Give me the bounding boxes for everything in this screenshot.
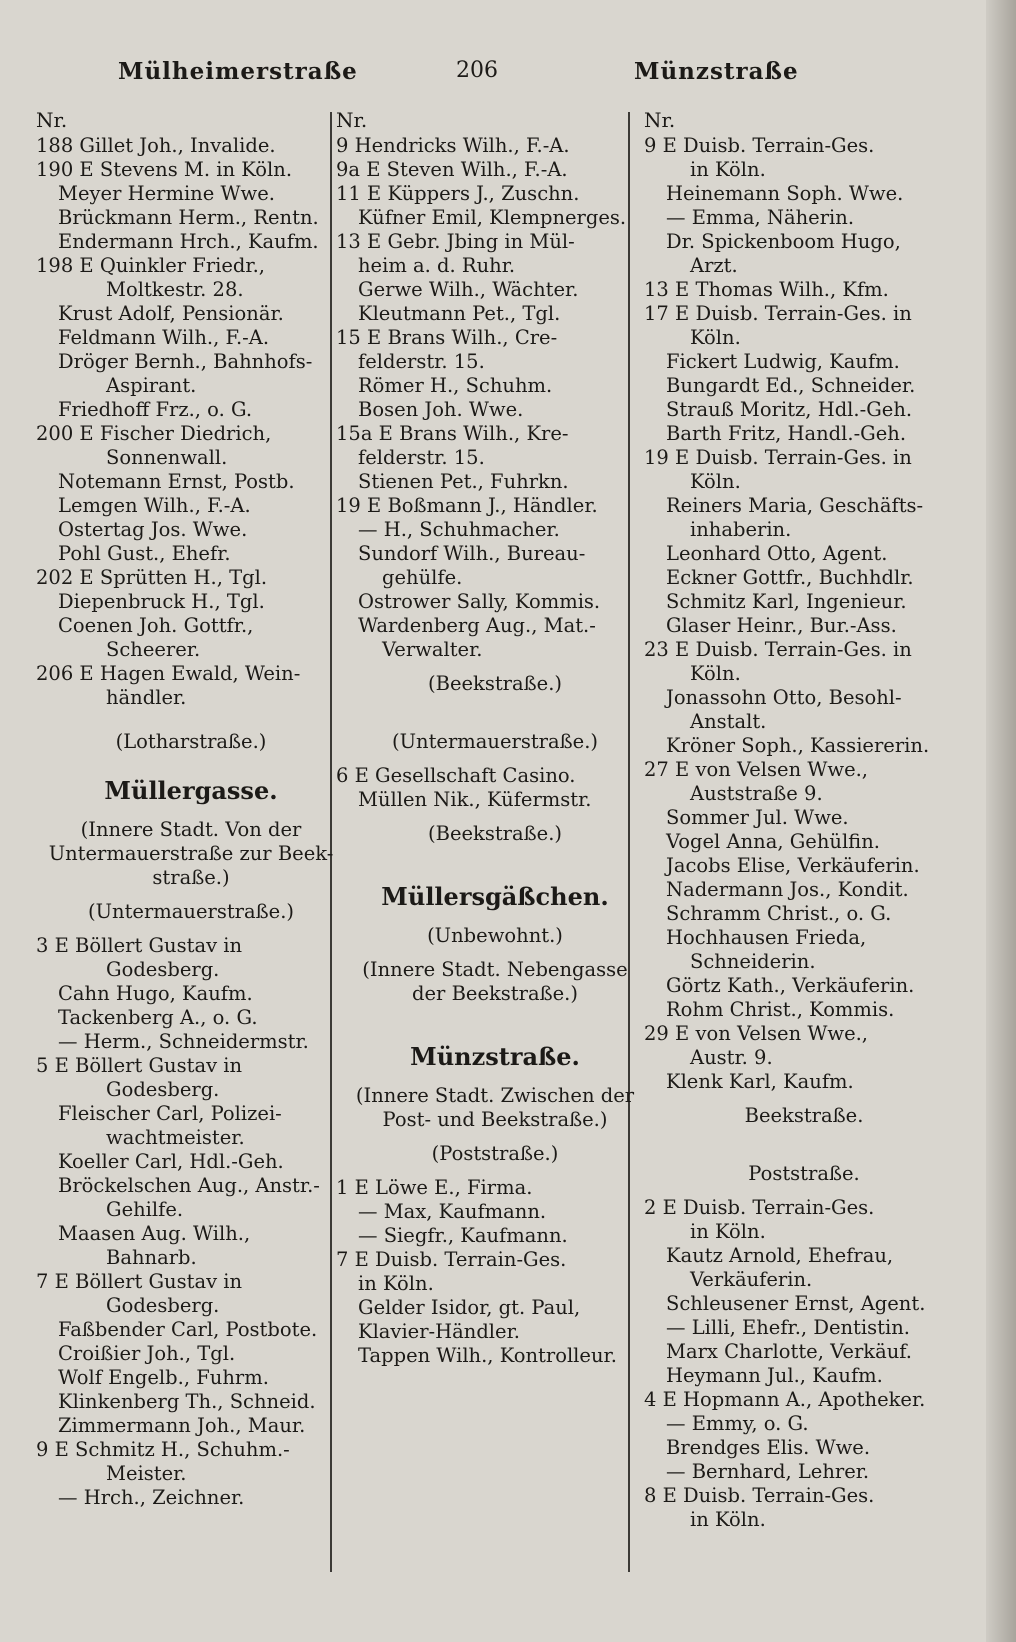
directory-entry: Kleutmann Pet., Tgl.	[358, 302, 561, 325]
directory-entry: Küfner Emil, Klempnerges.	[358, 206, 627, 229]
directory-entry: Klinkenberg Th., Schneid.	[58, 1390, 316, 1413]
spacer	[644, 1128, 964, 1162]
directory-entry: 7 E Böllert Gustav in	[36, 1270, 243, 1293]
directory-entry: händler.	[106, 686, 187, 709]
directory-entry: Schmitz Karl, Ingenieur.	[666, 590, 907, 613]
directory-entry: Zimmermann Joh., Maur.	[58, 1414, 306, 1437]
directory-entry: 2 E Duisb. Terrain-Ges.	[644, 1196, 875, 1219]
directory-entry: Glaser Heinr., Bur.-Ass.	[666, 614, 897, 637]
street-heading: Müllergasse.	[104, 776, 278, 805]
directory-entry: wachtmeister.	[106, 1126, 245, 1149]
directory-entry: Wardenberg Aug., Mat.-	[358, 614, 596, 637]
directory-entry: Brendges Elis. Wwe.	[666, 1436, 871, 1459]
directory-entry: 19 E Duisb. Terrain-Ges. in	[644, 446, 912, 469]
directory-entry: Eckner Gottfr., Buchhdlr.	[666, 566, 914, 589]
directory-entry: 9 E Schmitz H., Schuhm.-	[36, 1438, 290, 1461]
directory-entry: Köln.	[690, 662, 741, 685]
directory-entry: Gehilfe.	[106, 1198, 184, 1221]
header-left-street: Mülheimerstraße	[118, 58, 358, 85]
number-column-label: Nr.	[36, 108, 68, 132]
directory-entry: Koeller Carl, Hdl.-Geh.	[58, 1150, 284, 1173]
directory-entry: Bröckelschen Aug., Anstr.-	[58, 1174, 320, 1197]
directory-entry: Friedhoff Frz., o. G.	[58, 398, 253, 421]
directory-entry: Krust Adolf, Pensionär.	[58, 302, 284, 325]
directory-entry: 9a E Steven Wilh., F.-A.	[336, 158, 568, 181]
directory-entry: Pohl Gust., Ehefr.	[58, 542, 231, 565]
directory-entry: Schleusener Ernst, Agent.	[666, 1292, 926, 1315]
directory-entry: Notemann Ernst, Postb.	[58, 470, 295, 493]
cross-street-note: (Beekstraße.)	[428, 822, 562, 845]
street-heading: Müllersgäßchen.	[381, 882, 609, 911]
directory-entry: — Siegfr., Kaufmann.	[358, 1224, 568, 1247]
cross-street-note: Beekstraße.	[744, 1104, 864, 1127]
header-right-street: Münzstraße	[634, 58, 799, 85]
column-2	[336, 108, 654, 1368]
directory-entry: Kröner Soph., Kassiererin.	[666, 734, 930, 757]
directory-entry: Croißier Joh., Tgl.	[58, 1342, 236, 1365]
directory-entry: Vogel Anna, Gehülfin.	[666, 830, 880, 853]
directory-entry: Römer H., Schuhm.	[358, 374, 553, 397]
directory-entry: 202 E Sprütten H., Tgl.	[36, 566, 268, 589]
directory-entry: Diepenbruck H., Tgl.	[58, 590, 265, 613]
directory-entry: Meyer Hermine Wwe.	[58, 182, 275, 205]
cross-street-note: (Innere Stadt. Von der	[80, 818, 302, 841]
directory-entry: Schramm Christ., o. G.	[666, 902, 892, 925]
directory-entry: Maasen Aug. Wilh.,	[58, 1222, 251, 1245]
directory-entry: in Köln.	[358, 1272, 434, 1295]
number-column-label: Nr.	[336, 108, 368, 132]
directory-entry: — Emma, Näherin.	[666, 206, 855, 229]
page-header	[0, 58, 1016, 98]
directory-entry: 7 E Duisb. Terrain-Ges.	[336, 1248, 567, 1271]
spacer	[336, 662, 654, 672]
spacer	[336, 696, 654, 730]
directory-entry: Hochhausen Frieda,	[666, 926, 867, 949]
directory-entry: 23 E Duisb. Terrain-Ges. in	[644, 638, 912, 661]
directory-entry: Bosen Joh. Wwe.	[358, 398, 524, 421]
directory-entry: Arzt.	[690, 254, 738, 277]
directory-entry: Barth Fritz, Handl.-Geh.	[666, 422, 907, 445]
directory-entry: Gelder Isidor, gt. Paul,	[358, 1296, 581, 1319]
directory-entry: Coenen Joh. Gottfr.,	[58, 614, 254, 637]
directory-entry: 29 E von Velsen Wwe.,	[644, 1022, 869, 1045]
spacer	[336, 914, 654, 924]
cross-street-note: der Beekstraße.)	[412, 982, 578, 1005]
spacer	[336, 1006, 654, 1040]
directory-entry: 4 E Hopmann A., Apotheker.	[644, 1388, 926, 1411]
spacer	[336, 1074, 654, 1084]
directory-entry: 27 E von Velsen Wwe.,	[644, 758, 869, 781]
directory-entry: 15a E Brans Wilh., Kre-	[336, 422, 569, 445]
directory-entry: Heinemann Soph. Wwe.	[666, 182, 904, 205]
directory-entry: in Köln.	[690, 1508, 766, 1531]
spacer	[336, 1166, 654, 1176]
directory-entry: Köln.	[690, 470, 741, 493]
directory-entry: Meister.	[106, 1462, 187, 1485]
directory-entry: Jacobs Elise, Verkäuferin.	[666, 854, 920, 877]
directory-entry: Dröger Bernh., Bahnhofs-	[58, 350, 313, 373]
directory-entry: in Köln.	[690, 158, 766, 181]
directory-entry: inhaberin.	[690, 518, 792, 541]
directory-entry: Godesberg.	[106, 1078, 220, 1101]
directory-entry: Ostrower Sally, Kommis.	[358, 590, 601, 613]
directory-entry: 19 E Boßmann J., Händler.	[336, 494, 598, 517]
directory-entry: Dr. Spickenboom Hugo,	[666, 230, 901, 253]
directory-entry: gehülfe.	[382, 566, 463, 589]
directory-entry: in Köln.	[690, 1220, 766, 1243]
cross-street-note: (Unbewohnt.)	[427, 924, 563, 947]
directory-entry: Scheerer.	[106, 638, 201, 661]
directory-entry: Müllen Nik., Küfermstr.	[358, 788, 592, 811]
cross-street-note: straße.)	[152, 866, 230, 889]
directory-entry: Sundorf Wilh., Bureau-	[358, 542, 586, 565]
directory-entry: heim a. d. Ruhr.	[358, 254, 516, 277]
directory-entry: Schneiderin.	[690, 950, 816, 973]
directory-entry: Leonhard Otto, Agent.	[666, 542, 888, 565]
directory-entry: 8 E Duisb. Terrain-Ges.	[644, 1484, 875, 1507]
cross-street-note: (Beekstraße.)	[428, 672, 562, 695]
directory-entry: Brückmann Herm., Rentn.	[58, 206, 319, 229]
directory-entry: Fickert Ludwig, Kaufm.	[666, 350, 900, 373]
directory-entry: — Max, Kaufmann.	[358, 1200, 547, 1223]
cross-street-note: (Poststraße.)	[431, 1142, 559, 1165]
spacer	[36, 754, 346, 774]
directory-entry: Klenk Karl, Kaufm.	[666, 1070, 854, 1093]
directory-entry: 9 E Duisb. Terrain-Ges.	[644, 134, 875, 157]
directory-entry: Faßbender Carl, Postbote.	[58, 1318, 318, 1341]
directory-entry: Godesberg.	[106, 958, 220, 981]
directory-entry: 3 E Böllert Gustav in	[36, 934, 243, 957]
spacer	[36, 924, 346, 934]
directory-entry: Bahnarb.	[106, 1246, 197, 1269]
cross-street-note: Post- und Beekstraße.)	[382, 1108, 608, 1131]
directory-entry: felderstr. 15.	[358, 446, 485, 469]
directory-entry: Aspirant.	[106, 374, 197, 397]
cross-street-note: (Untermauerstraße.)	[392, 730, 598, 753]
directory-entry: Moltkestr. 28.	[106, 278, 244, 301]
directory-entry: 200 E Fischer Diedrich,	[36, 422, 272, 445]
directory-entry: Verkäuferin.	[690, 1268, 813, 1291]
directory-entry: Ostertag Jos. Wwe.	[58, 518, 248, 541]
directory-entry: — Herm., Schneidermstr.	[58, 1030, 309, 1053]
cross-street-note: (Innere Stadt. Zwischen der	[355, 1084, 635, 1107]
directory-entry: Görtz Kath., Verkäuferin.	[666, 974, 915, 997]
directory-entry: Anstalt.	[690, 710, 767, 733]
directory-entry: Stienen Pet., Fuhrkn.	[358, 470, 569, 493]
directory-entry: Lemgen Wilh., F.-A.	[58, 494, 251, 517]
directory-entry: — Bernhard, Lehrer.	[666, 1460, 870, 1483]
spacer	[336, 754, 654, 764]
directory-entry: — H., Schuhmacher.	[358, 518, 560, 541]
directory-entry: felderstr. 15.	[358, 350, 485, 373]
directory-entry: Tappen Wilh., Kontrolleur.	[358, 1344, 617, 1367]
spacer	[644, 1094, 964, 1104]
number-column-label: Nr.	[644, 108, 676, 132]
directory-entry: 13 E Gebr. Jbing in Mül-	[336, 230, 575, 253]
directory-entry: 5 E Böllert Gustav in	[36, 1054, 243, 1077]
directory-entry: 15 E Brans Wilh., Cre-	[336, 326, 558, 349]
spacer	[336, 948, 654, 958]
directory-entry: Sommer Jul. Wwe.	[666, 806, 849, 829]
street-heading: Münzstraße.	[410, 1042, 580, 1071]
directory-entry: 13 E Thomas Wilh., Kfm.	[644, 278, 889, 301]
directory-entry: Wolf Engelb., Fuhrm.	[58, 1366, 269, 1389]
directory-entry: Heymann Jul., Kaufm.	[666, 1364, 883, 1387]
directory-entry: Feldmann Wilh., F.-A.	[58, 326, 270, 349]
directory-entry: — Emmy, o. G.	[666, 1412, 809, 1435]
directory-entry: 11 E Küppers J., Zuschn.	[336, 182, 580, 205]
directory-entry: 198 E Quinkler Friedr.,	[36, 254, 265, 277]
cross-street-note: Poststraße.	[748, 1162, 860, 1185]
directory-entry: 188 Gillet Joh., Invalide.	[36, 134, 276, 157]
directory-entry: Jonassohn Otto, Besohl-	[666, 686, 902, 709]
directory-entry: 9 Hendricks Wilh., F.-A.	[336, 134, 570, 157]
directory-entry: Austr. 9.	[690, 1046, 773, 1069]
spacer	[36, 710, 346, 730]
cross-street-note: (Lotharstraße.)	[115, 730, 267, 753]
spacer	[644, 1186, 964, 1196]
directory-entry: — Lilli, Ehefr., Dentistin.	[666, 1316, 910, 1339]
directory-entry: Sonnenwall.	[106, 446, 228, 469]
directory-entry: Kautz Arnold, Ehefrau,	[666, 1244, 894, 1267]
directory-entry: Verwalter.	[382, 638, 483, 661]
spacer	[336, 1132, 654, 1142]
directory-entry: Godesberg.	[106, 1294, 220, 1317]
directory-entry: Marx Charlotte, Verkäuf.	[666, 1340, 912, 1363]
directory-entry: Rohm Christ., Kommis.	[666, 998, 895, 1021]
directory-entry: 17 E Duisb. Terrain-Ges. in	[644, 302, 912, 325]
directory-entry: Cahn Hugo, Kaufm.	[58, 982, 253, 1005]
cross-street-note: (Innere Stadt. Nebengasse	[362, 958, 628, 981]
directory-entry: 1 E Löwe E., Firma.	[336, 1176, 533, 1199]
directory-entry: 190 E Stevens M. in Köln.	[36, 158, 293, 181]
cross-street-note: (Untermauerstraße.)	[88, 900, 294, 923]
directory-entry: Nadermann Jos., Kondit.	[666, 878, 909, 901]
cross-street-note: Untermauerstraße zur Beek-	[48, 842, 334, 865]
column-1	[36, 108, 346, 1510]
directory-entry: Fleischer Carl, Polizei-	[58, 1102, 282, 1125]
page-edge	[986, 0, 1016, 1642]
directory-entry: — Hrch., Zeichner.	[58, 1486, 245, 1509]
directory-entry: Endermann Hrch., Kaufm.	[58, 230, 319, 253]
column-3	[644, 108, 964, 1532]
spacer	[336, 846, 654, 880]
page-number: 206	[456, 58, 498, 83]
spacer	[36, 890, 346, 900]
directory-entry: Köln.	[690, 326, 741, 349]
directory-entry: Auststraße 9.	[690, 782, 823, 805]
spacer	[36, 808, 346, 818]
directory-entry: Gerwe Wilh., Wächter.	[358, 278, 579, 301]
directory-entry: 6 E Gesellschaft Casino.	[336, 764, 576, 787]
directory-entry: Klavier-Händler.	[358, 1320, 520, 1343]
directory-entry: 206 E Hagen Ewald, Wein-	[36, 662, 301, 685]
directory-entry: Reiners Maria, Geschäfts-	[666, 494, 924, 517]
directory-entry: Bungardt Ed., Schneider.	[666, 374, 916, 397]
spacer	[336, 812, 654, 822]
directory-entry: Strauß Moritz, Hdl.-Geh.	[666, 398, 913, 421]
directory-entry: Tackenberg A., o. G.	[58, 1006, 258, 1029]
